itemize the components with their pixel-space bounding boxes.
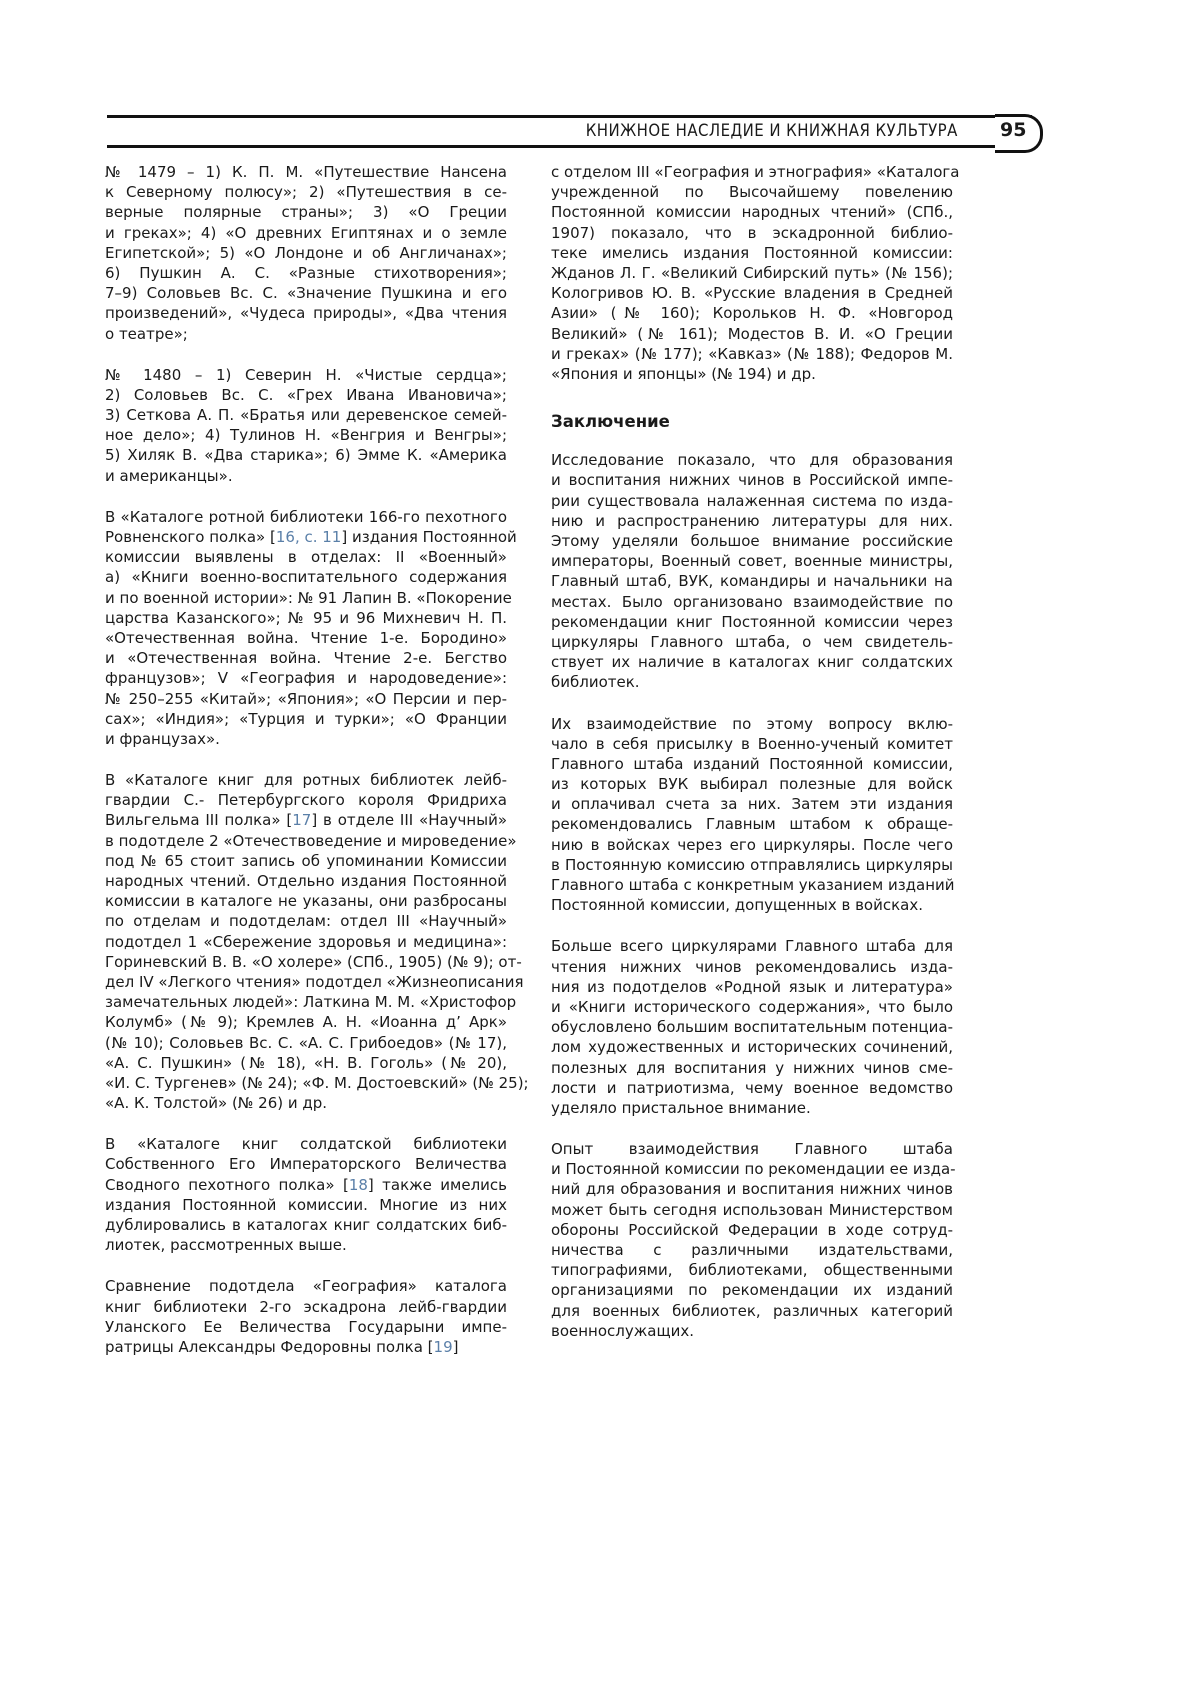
text-line: ствует их наличие в каталогах книг солдатских: [551, 652, 953, 672]
text-line: «Отечественная война. Чтение 1-е. Бородино»: [105, 628, 507, 648]
text-line: Их взаимодействие по этому вопросу вклю-: [551, 714, 953, 734]
text-line: Сравнение подотдела «География» каталога: [105, 1276, 507, 1296]
text-line: № 1479 – 1) К. П. М. «Путешествие Нансена: [105, 162, 507, 182]
text-line: дублировались в каталогах книг солдатских биб-: [105, 1215, 507, 1235]
text-line: подотдел 1 «Сбережение здоровья и медицина»:: [105, 932, 507, 952]
text-line: французов»; V «География и народоведение»:: [105, 668, 507, 688]
text-line: чало в себя присылку в Военно-ученый комитет: [551, 734, 953, 754]
paragraph: [105, 1276, 507, 1357]
header-rule-bottom: [107, 145, 1032, 148]
paragraph: [105, 365, 507, 486]
text-line: учрежденной по Высочайшему повелению: [551, 182, 953, 202]
text-line: Постоянной комиссии народных чтений» (СПб.,: [551, 202, 953, 222]
text-line: № 250–255 «Китай»; «Япония»; «О Персии и пер-: [105, 689, 507, 709]
text-line: «Япония и японцы» (№ 194) и др.: [551, 364, 953, 384]
text-line: к Северному полюсу»; 2) «Путешествия в се-: [105, 182, 507, 202]
text-line: Великий» (№ 161); Модестов В. И. «О Греции: [551, 324, 953, 344]
paragraph: [105, 770, 507, 1113]
text-line: и «Книги исторического содержания», что было: [551, 997, 953, 1017]
text-line: 5) Хиляк В. «Два старика»; 6) Эмме К. «Америка: [105, 445, 507, 465]
text-line: 1907) показало, что в эскадронной библио-: [551, 223, 953, 243]
text-line: рекомендовались Главным штабом к обраще-: [551, 814, 953, 834]
paragraph: [105, 162, 507, 344]
page-number: 95: [1000, 119, 1026, 141]
text-line: лиотек, рассмотренных выше.: [105, 1235, 507, 1255]
paragraph: [551, 714, 953, 916]
text-line: Ровненского полка» [16, с. 11] издания Постоянной: [105, 527, 507, 547]
text-line: и «Отечественная война. Чтение 2-е. Бегство: [105, 648, 507, 668]
text-line: комиссии выявлены в отделах: II «Военный»: [105, 547, 507, 567]
text-line: под № 65 стоит запись об упоминании Комиссии: [105, 851, 507, 871]
text-line: военнослужащих.: [551, 1321, 953, 1341]
section-heading-conclusion: Заключение: [551, 412, 953, 432]
text-line: «И. С. Тургенев» (№ 24); «Ф. М. Достоевский» (№ 25);: [105, 1073, 507, 1093]
text-line: и греках» (№ 177); «Кавказ» (№ 188); Федоров М.: [551, 344, 953, 364]
text-line: и оплачивал счета за них. Затем эти издания: [551, 794, 953, 814]
text-line: Этому уделяли большое внимание российские: [551, 531, 953, 551]
text-line: Главный штаб, ВУК, командиры и начальники на: [551, 571, 953, 591]
text-line: и Постоянной комиссии по рекомендации ее изда-: [551, 1159, 953, 1179]
text-line: ное дело»; 4) Тулинов Н. «Венгрия и Венгры»;: [105, 425, 507, 445]
text-line: «А. С. Пушкин» (№ 18), «Н. В. Гоголь» (№ 20),: [105, 1053, 507, 1073]
text-line: сах»; «Индия»; «Турция и турки»; «О Франции: [105, 709, 507, 729]
text-line: а) «Книги военно-воспитательного содержания: [105, 567, 507, 587]
text-line: Азии» (№ 160); Корольков Н. Ф. «Новгород: [551, 303, 953, 323]
text-line: полезных для воспитания у нижних чинов сме-: [551, 1058, 953, 1078]
text-line: № 1480 – 1) Северин Н. «Чистые сердца»;: [105, 365, 507, 385]
text-line: может быть сегодня использован Министерством: [551, 1200, 953, 1220]
text-line: 7–9) Соловьев Вс. С. «Значение Пушкина и его: [105, 283, 507, 303]
text-line: народных чтений. Отдельно издания Постоянной: [105, 871, 507, 891]
text-line: Сводного пехотного полка» [18] также имелись: [105, 1175, 507, 1195]
text-line: Жданов Л. Г. «Великий Сибирский путь» (№ 156);: [551, 263, 953, 283]
text-line: Собственного Его Императорского Величества: [105, 1154, 507, 1174]
text-line: царства Казанского»; № 95 и 96 Михневич Н. П.: [105, 608, 507, 628]
text-line: ничества с различными издательствами,: [551, 1240, 953, 1260]
text-line: дел IV «Легкого чтения» подотдел «Жизнеописания: [105, 972, 507, 992]
text-line: Гориневский В. В. «О холере» (СПб., 1905) (№ 9); от-: [105, 952, 507, 972]
text-line: рии существовала налаженная система по изда-: [551, 491, 953, 511]
text-line: книг библиотеки 2-го эскадрона лейб-гвардии: [105, 1297, 507, 1317]
text-line: теке имелись издания Постоянной комиссии:: [551, 243, 953, 263]
text-line: и французах».: [105, 729, 507, 749]
paragraph: [551, 936, 953, 1118]
text-line: обусловлено большим воспитательным потенциа-: [551, 1017, 953, 1037]
text-line: ния из подотделов «Родной язык и литература»: [551, 977, 953, 997]
text-line: Колумб» (№ 9); Кремлев А. Н. «Иоанна д’ Арк»: [105, 1012, 507, 1032]
text-line: с отделом III «География и этнография» «Каталога: [551, 162, 953, 182]
paragraph: [551, 162, 953, 384]
text-line: В «Каталоге ротной библиотеки 166-го пехотного: [105, 507, 507, 527]
text-line: нию и распространению литературы для них.: [551, 511, 953, 531]
text-line: Главного штаба изданий Постоянной комиссии,: [551, 754, 953, 774]
text-line: императоры, Военный совет, военные министры,: [551, 551, 953, 571]
running-title: КНИЖНОЕ НАСЛЕДИЕ И КНИЖНАЯ КУЛЬТУРА: [586, 121, 958, 141]
left-column: [105, 162, 507, 1378]
text-line: ратрицы Александры Федоровны полка [19]: [105, 1337, 507, 1357]
paragraph: [551, 1139, 953, 1341]
text-line: Исследование показало, что для образования: [551, 450, 953, 470]
citation-link[interactable]: 17: [292, 811, 311, 829]
text-line: Вильгельма III полка» [17] в отделе III «Научный»: [105, 810, 507, 830]
text-line: местах. Было организовано взаимодействие по: [551, 592, 953, 612]
text-line: Уланского Ее Величества Государыни импе-: [105, 1317, 507, 1337]
text-line: Опыт взаимодействия Главного штаба: [551, 1139, 953, 1159]
text-line: рекомендации книг Постоянной комиссии через: [551, 612, 953, 632]
text-line: «А. К. Толстой» (№ 26) и др.: [105, 1093, 507, 1113]
text-line: (№ 10); Соловьев Вс. С. «А. С. Грибоедов» (№ 17),: [105, 1033, 507, 1053]
text-line: уделяло пристальное внимание.: [551, 1098, 953, 1118]
text-line: Египетской»; 5) «О Лондоне и об Англичанах»;: [105, 243, 507, 263]
text-line: из которых ВУК выбирал полезные для войск: [551, 774, 953, 794]
text-line: для военных библиотек, различных категорий: [551, 1301, 953, 1321]
text-line: циркуляры Главного штаба, о чем свидетель-: [551, 632, 953, 652]
text-line: верные полярные страны»; 3) «О Греции: [105, 202, 507, 222]
text-line: 2) Соловьев Вс. С. «Грех Ивана Ивановича»;: [105, 385, 507, 405]
text-line: нию в войсках через его циркуляры. После чего: [551, 835, 953, 855]
text-line: о театре»;: [105, 324, 507, 344]
citation-link[interactable]: 16, с. 11: [276, 528, 342, 546]
text-line: организациями по рекомендации их изданий: [551, 1280, 953, 1300]
text-line: Больше всего циркулярами Главного штаба для: [551, 936, 953, 956]
text-line: библиотек.: [551, 672, 953, 692]
text-line: В «Каталоге книг для ротных библиотек лейб-: [105, 770, 507, 790]
citation-link[interactable]: 19: [434, 1338, 453, 1356]
text-line: В «Каталоге книг солдатской библиотеки: [105, 1134, 507, 1154]
text-line: замечательных людей»: Латкина М. М. «Христофор: [105, 992, 507, 1012]
right-column: [551, 162, 953, 1362]
paragraph: [105, 507, 507, 749]
text-line: комиссии в каталоге не указаны, они разбросаны: [105, 891, 507, 911]
citation-link[interactable]: 18: [349, 1176, 368, 1194]
text-line: ний для образования и воспитания нижних чинов: [551, 1179, 953, 1199]
paragraph: [551, 450, 953, 692]
text-line: издания Постоянной комиссии. Многие из них: [105, 1195, 507, 1215]
text-line: произведений», «Чудеса природы», «Два чтения: [105, 303, 507, 323]
text-line: гвардии С.- Петербургского короля Фридриха: [105, 790, 507, 810]
header-rule-top: [107, 115, 1032, 118]
text-line: и по военной истории»: № 91 Лапин В. «Покорение: [105, 588, 507, 608]
text-line: Постоянной комиссии, допущенных в войсках.: [551, 895, 953, 915]
text-line: и воспитания нижних чинов в Российской импе-: [551, 470, 953, 490]
text-line: и греках»; 4) «О древних Египтянах и о земле: [105, 223, 507, 243]
text-line: обороны Российской Федерации в ходе сотруд-: [551, 1220, 953, 1240]
text-line: 3) Сеткова А. П. «Братья или деревенское семей-: [105, 405, 507, 425]
text-line: типографиями, библиотеками, общественными: [551, 1260, 953, 1280]
text-line: Главного штаба с конкретным указанием изданий: [551, 875, 953, 895]
text-line: чтения нижних чинов рекомендовались изда-: [551, 957, 953, 977]
text-line: в подотделе 2 «Отечествоведение и мироведение»: [105, 831, 507, 851]
text-line: Кологривов Ю. В. «Русские владения в Средней: [551, 283, 953, 303]
text-line: лости и патриотизма, чему военное ведомство: [551, 1078, 953, 1098]
text-line: по отделам и подотделам: отдел III «Научный»: [105, 911, 507, 931]
text-line: 6) Пушкин А. С. «Разные стихотворения»;: [105, 263, 507, 283]
paragraph: [105, 1134, 507, 1255]
text-line: в Постоянную комиссию отправлялись циркуляры: [551, 855, 953, 875]
text-line: и американцы».: [105, 466, 507, 486]
text-line: лом художественных и исторических сочинений,: [551, 1037, 953, 1057]
